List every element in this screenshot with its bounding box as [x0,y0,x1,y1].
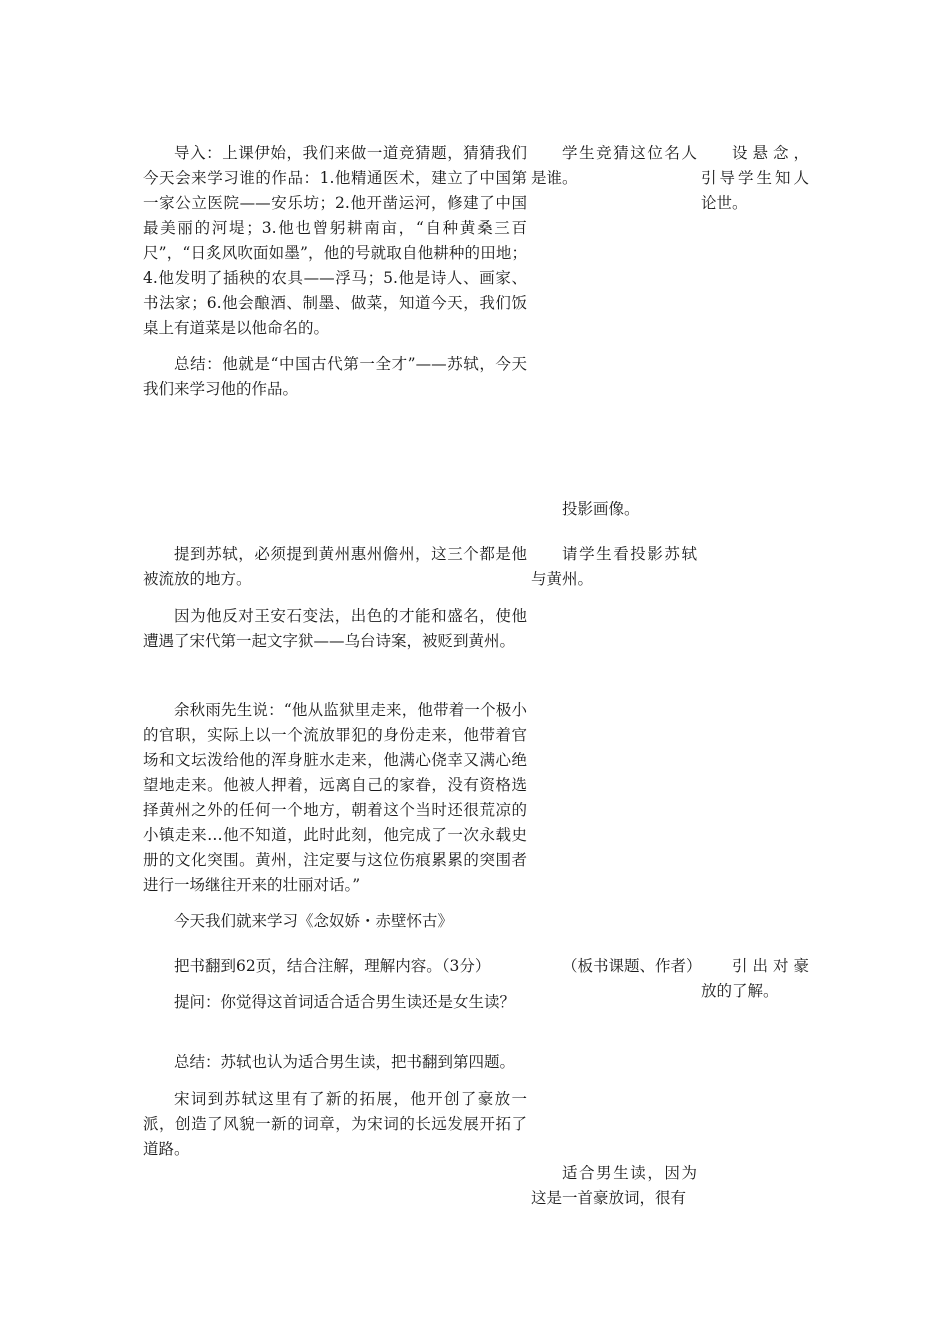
reading-task-paragraph: 把书翻到62页，结合注解，理解内容。（3分） [174,957,491,975]
song-ci-paragraph: 宋词到苏轼这里有了新的拓展，他开创了豪放一派，创造了风貌一新的词章，为宋词的长远发展开拓了道路。 [143,1090,527,1158]
intro-quiz-paragraph: 导入：上课伊始，我们来做一道竞猜题，猜猜我们今天会来学习谁的作品：1.他精通医术，建立了中国第一家公立医院——安乐坊；2.他开凿运河，修建了中国最美丽的河堤；3.他也曾躬耕南亩，“自种黄桑三百尺”，“日炙风吹面如墨”，他的号就取自他耕种的田地；4.他发明了插秧的农具——浮马；5.他是诗人、画家、书法家；6.他会酿酒、制墨、做菜，知道今天，我们饭桌上有道菜是以他命名的。 [143,144,527,337]
lesson-title-paragraph: 今天我们就来学习《念奴娇・赤壁怀古》 [174,912,454,930]
student-guess-note: 学生竞猜这位名人是谁。 [531,144,697,187]
summary-paragraph: 总结：他就是“中国古代第一全才”——苏轼，今天我们来学习他的作品。 [143,355,527,398]
projection-portrait-note: 投影画像。 [562,500,640,518]
haofang-intent-note: 引出对豪放的了解。 [701,957,809,1000]
projection-huangzhou-note: 请学生看投影苏轼与黄州。 [531,545,697,588]
background-paragraph: 因为他反对王安石变法，出色的才能和盛名，使他遭遇了宋代第一起文字狱——乌台诗案，被贬到黄州。 [143,607,527,650]
conclusion-paragraph: 总结：苏轼也认为适合男生读，把书翻到第四题。 [174,1053,516,1071]
question-paragraph: 提问：你觉得这首词适合适合男生读还是女生读？ [174,993,516,1011]
suspense-intent-note: 设悬念，引导学生知人论世。 [701,144,809,212]
quote-paragraph: 余秋雨先生说：“他从监狱里走来，他带着一个极小的官职，实际上以一个流放罪犯的身份走来，他带着官场和文坛泼给他的浑身脏水走来，他满心侥幸又满心绝望地走来。他被人押着，远离自己的家眷，没有资格选择黄州之外的任何一个地方，朝着这个当时还很荒凉的小镇走来…他不知道，此时此刻，他完成了一次永载史册的文化突围。黄州，注定要与这位伤痕累累的突围者进行一场继往开来的壮丽对话。” [143,701,527,894]
answer-note: 适合男生读，因为这是一首豪放词，很有 [531,1164,697,1207]
exile-paragraph: 提到苏轼，必须提到黄州惠州儋州，这三个都是他被流放的地方。 [143,545,527,588]
blackboard-note: （板书课题、作者） [562,957,702,975]
